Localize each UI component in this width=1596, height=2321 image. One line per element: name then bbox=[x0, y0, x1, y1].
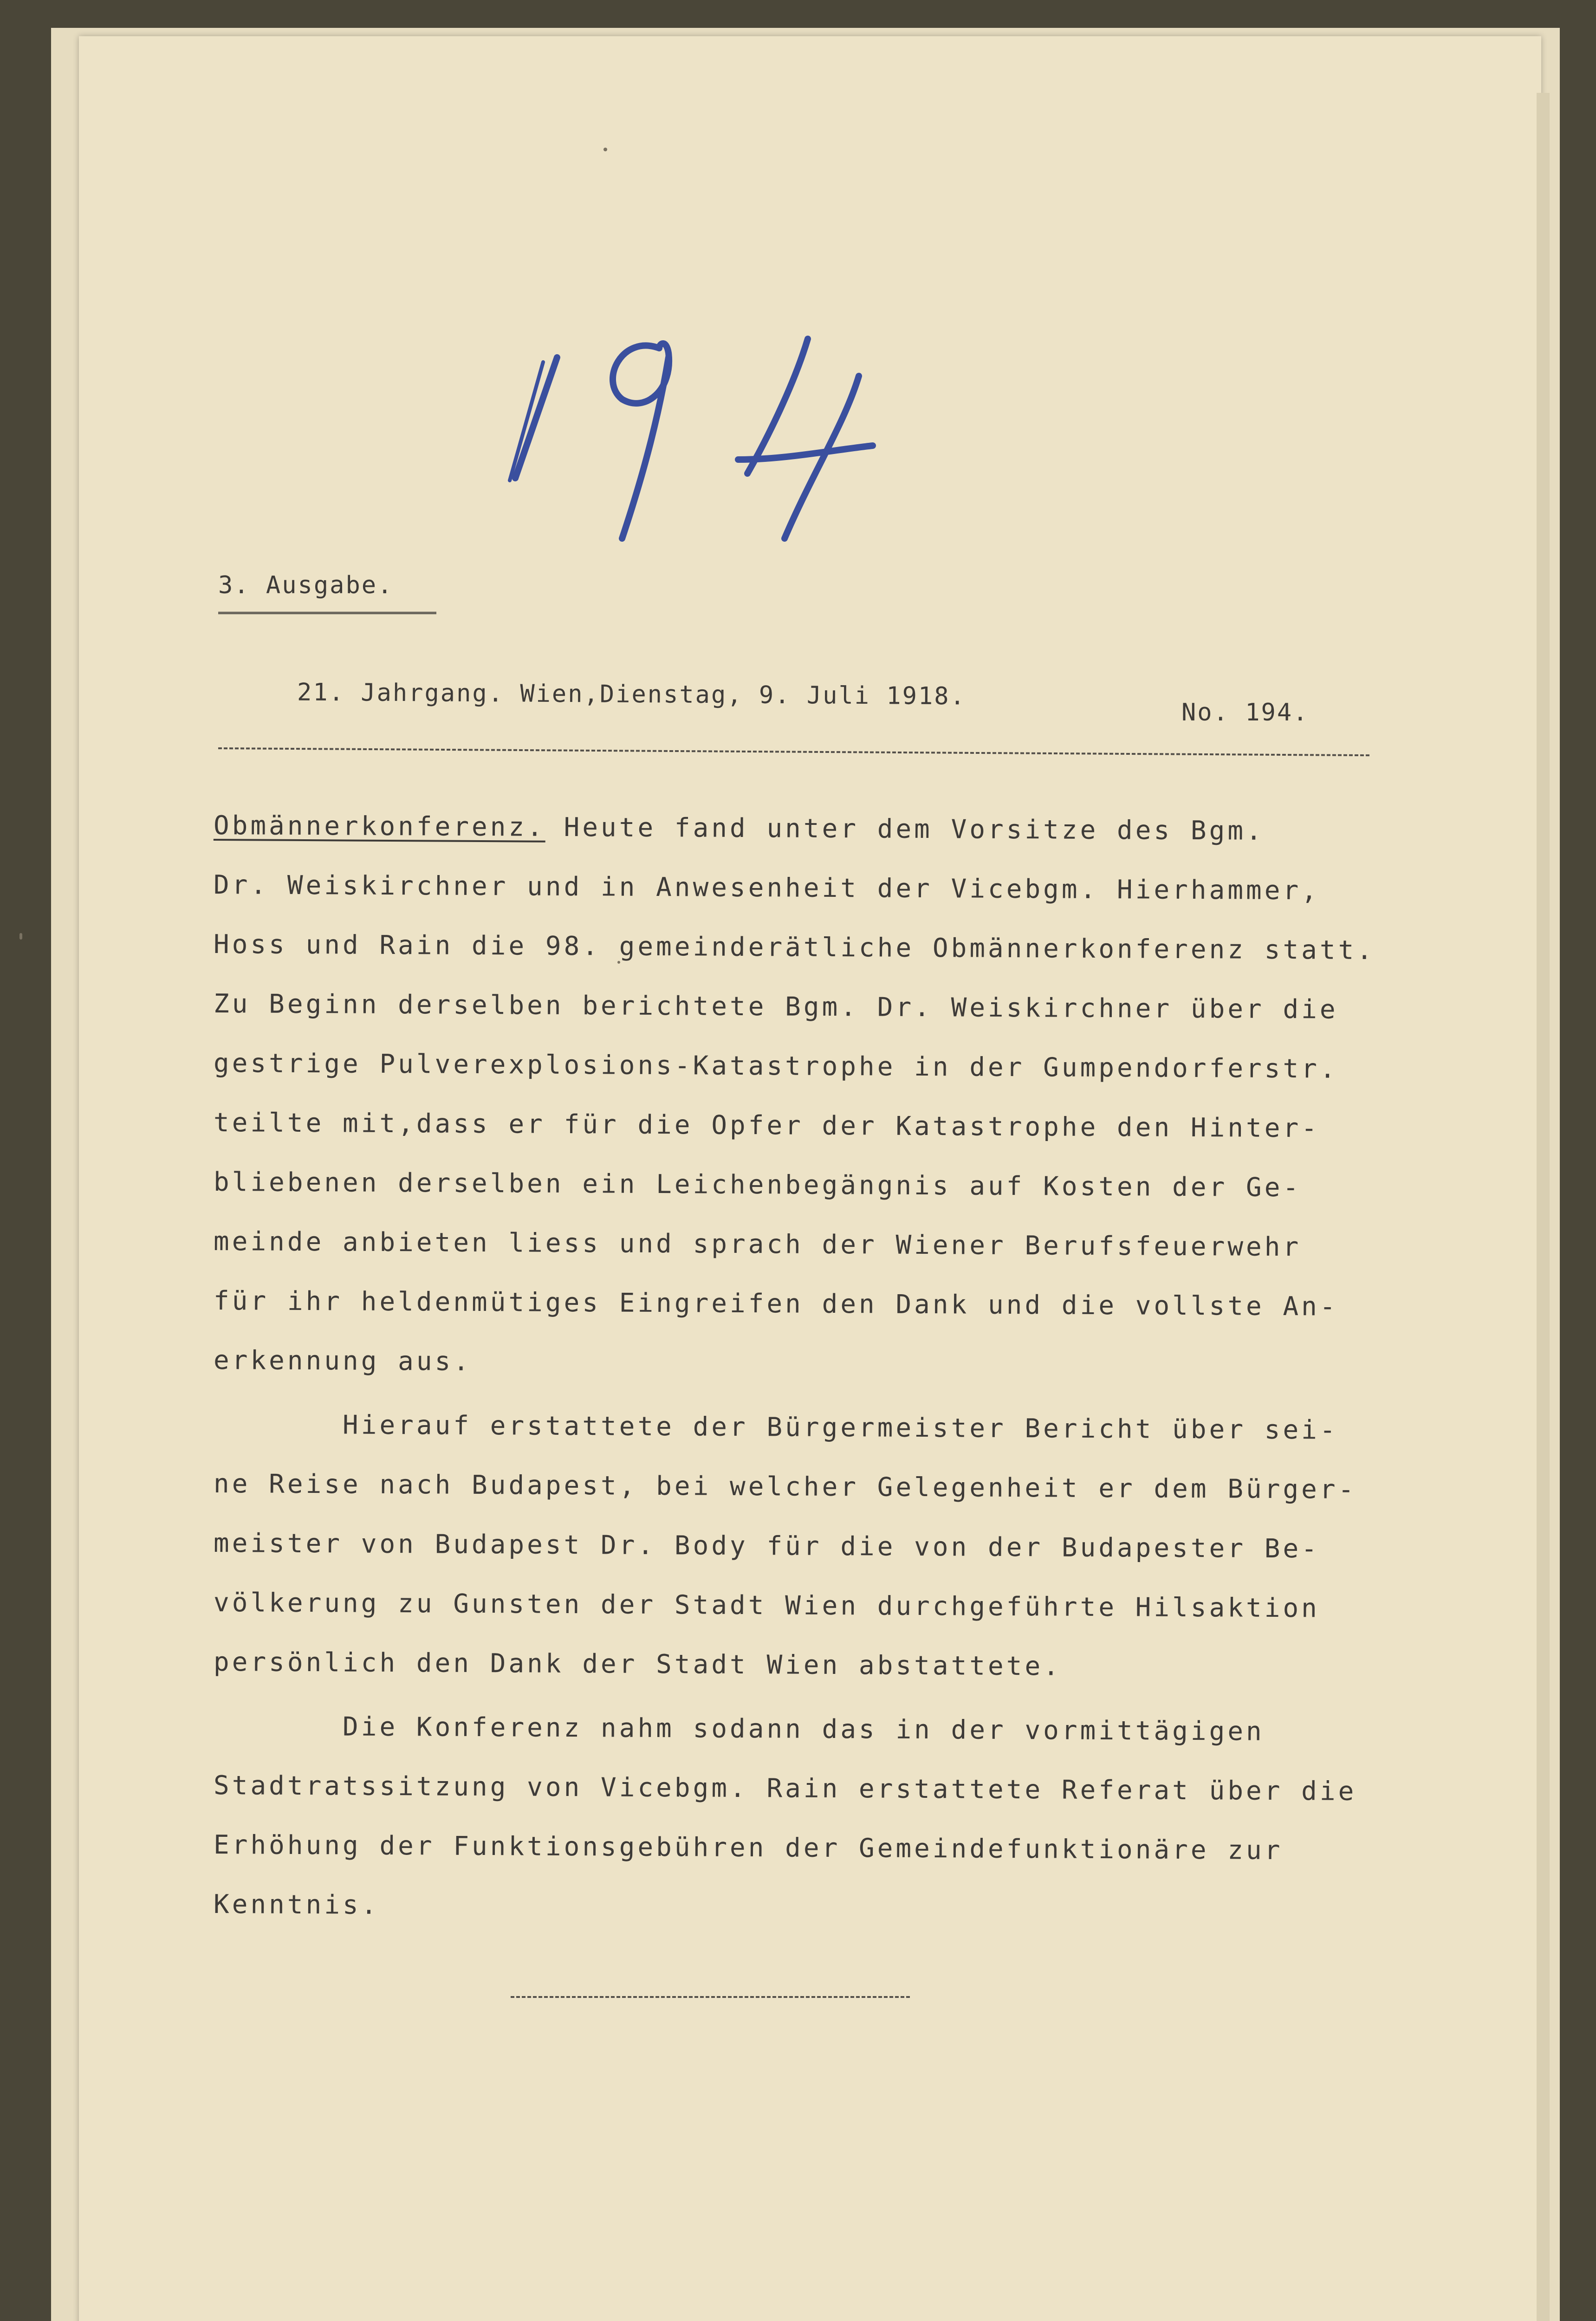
text-line: Zu Beginn derselben berichtete Bgm. Dr. Weiskirchner über die bbox=[213, 989, 1338, 1025]
edition-underline bbox=[218, 612, 436, 614]
edition-label: 3. Ausgabe. bbox=[218, 571, 394, 599]
text-line: meinde anbieten liess und sprach der Wiener Berufsfeuerwehr bbox=[213, 1226, 1302, 1263]
text-line: Erhöhung der Funktionsgebühren der Gemeindefunktionäre zur bbox=[213, 1830, 1283, 1866]
text-line: für ihr heldenmütiges Eingreifen den Dank und die vollste An- bbox=[213, 1286, 1338, 1322]
text-line: Die Konferenz nahm sodann das in der vormittägigen bbox=[213, 1711, 1265, 1747]
text-line: erkennung aus. bbox=[213, 1345, 472, 1377]
article-heading: Obmännerkonferenz. bbox=[213, 810, 546, 843]
text-line: teilte mit,dass er für die Opfer der Katastrophe den Hinter- bbox=[213, 1108, 1320, 1144]
issue-number: No. 194. bbox=[1181, 699, 1309, 726]
text-line: persönlich den Dank der Stadt Wien abstattete. bbox=[213, 1647, 1062, 1682]
text-line: Dr. Weiskirchner und in Anwesenheit der Vicebgm. Hierhammer, bbox=[213, 870, 1320, 906]
closing-rule bbox=[511, 1996, 910, 1998]
text-line: Stadtratssitzung von Vicebgm. Rain erstattete Referat über die bbox=[213, 1770, 1357, 1807]
text-line bbox=[214, 796, 1402, 862]
text-line: bliebenen derselben ein Leichenbegängnis auf Kosten der Ge- bbox=[213, 1167, 1302, 1203]
text-line-content: Heute fand unter dem Vorsitze des Bgm. bbox=[545, 812, 1265, 846]
handwritten-page-number bbox=[506, 320, 905, 552]
issue-dateline: 21. Jahrgang. Wien,Dienstag, 9. Juli 1918. bbox=[297, 678, 967, 711]
text-line: ne Reise nach Budapest, bei welcher Gelegenheit er dem Bürger- bbox=[213, 1469, 1357, 1505]
text-line: Hoss und Rain die 98. gemeinderätliche Obmännerkonferenz statt. bbox=[213, 929, 1375, 966]
text-line: meister von Budapest Dr. Body für die von der Budapester Be- bbox=[213, 1528, 1320, 1564]
text-line: Kenntnis. bbox=[213, 1889, 380, 1920]
paper-speck bbox=[603, 148, 607, 151]
article-body bbox=[214, 796, 1402, 1934]
paper-speck bbox=[19, 933, 22, 940]
text-line: gestrige Pulverexplosions-Katastrophe in der Gumpendorferstr. bbox=[213, 1048, 1338, 1084]
text-line: völkerung zu Gunsten der Stadt Wien durchgeführte Hilsaktion bbox=[213, 1588, 1320, 1624]
text-line: Hierauf erstattete der Bürgermeister Bericht über sei- bbox=[213, 1409, 1338, 1446]
page-edge bbox=[1537, 93, 1550, 2321]
